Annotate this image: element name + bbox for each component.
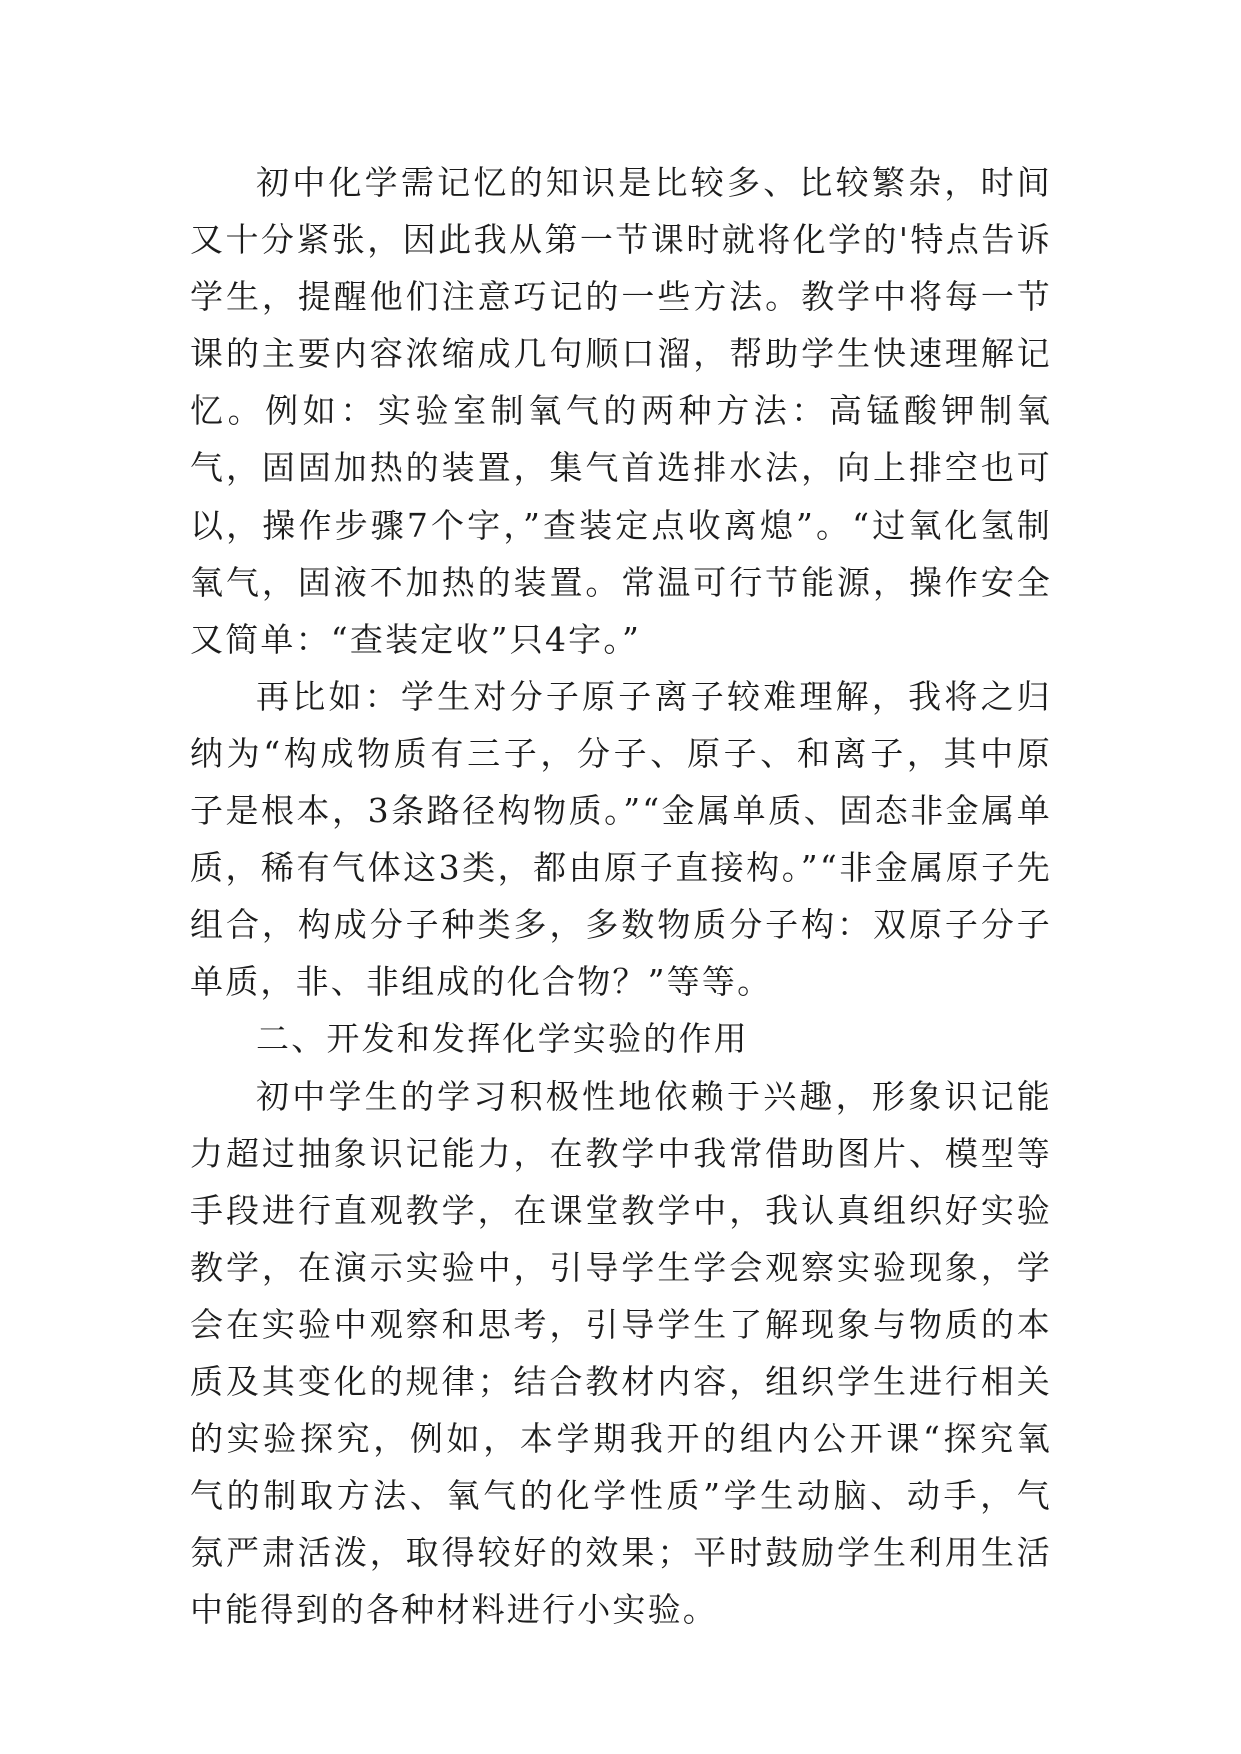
paragraph-particles-rhymes: 再比如：学生对分子原子离子较难理解，我将之归纳为“构成物质有三子，分子、原子、和离子，其中原子是根本，3条路径构物质。”“金属单质、固态非金属单质，稀有气体这3类，都由原子直接构。”“非金属原子先组合，构成分子种类多，多数物质分子构：双原子分子单质，非、非组成的化合物？”等等。: [190, 676, 1052, 1002]
section-heading: 二、开发和发挥化学实验的作用: [256, 1019, 749, 1059]
document-body: [190, 154, 1052, 1638]
paragraph-memorization-rhymes: 初中化学需记忆的知识是比较多、比较繁杂，时间又十分紧张，因此我从第一节课时就将化学的'特点告诉学生，提醒他们注意巧记的一些方法。教学中将每一节课的主要内容浓缩成几句顺口溜，帮助学生快速理解记忆。例如：实验室制氧气的两种方法：高锰酸钾制氧气，固固加热的装置，集气首选排水法，向上排空也可以，操作步骤7个字，”查装定点收离熄”。“过氧化氢制氧气，固液不加热的装置。常温可行节能源，操作安全又简单：“查装定收”只4字。”: [190, 163, 1052, 659]
paragraph-experiments: 初中学生的学习积极性地依赖于兴趣，形象识记能力超过抽象识记能力，在教学中我常借助图片、模型等手段进行直观教学，在课堂教学中，我认真组织好实验教学，在演示实验中，引导学生学会观察实验现象，学会在实验中观察和思考，引导学生了解现象与物质的本质及其变化的规律；结合教材内容，组织学生进行相关的实验探究，例如，本学期我开的组内公开课“探究氧气的制取方法、氧气的化学性质”学生动脑、动手，气氛严肃活泼，取得较好的效果；平时鼓励学生利用生活中能得到的各种材料进行小实验。: [190, 1076, 1052, 1630]
